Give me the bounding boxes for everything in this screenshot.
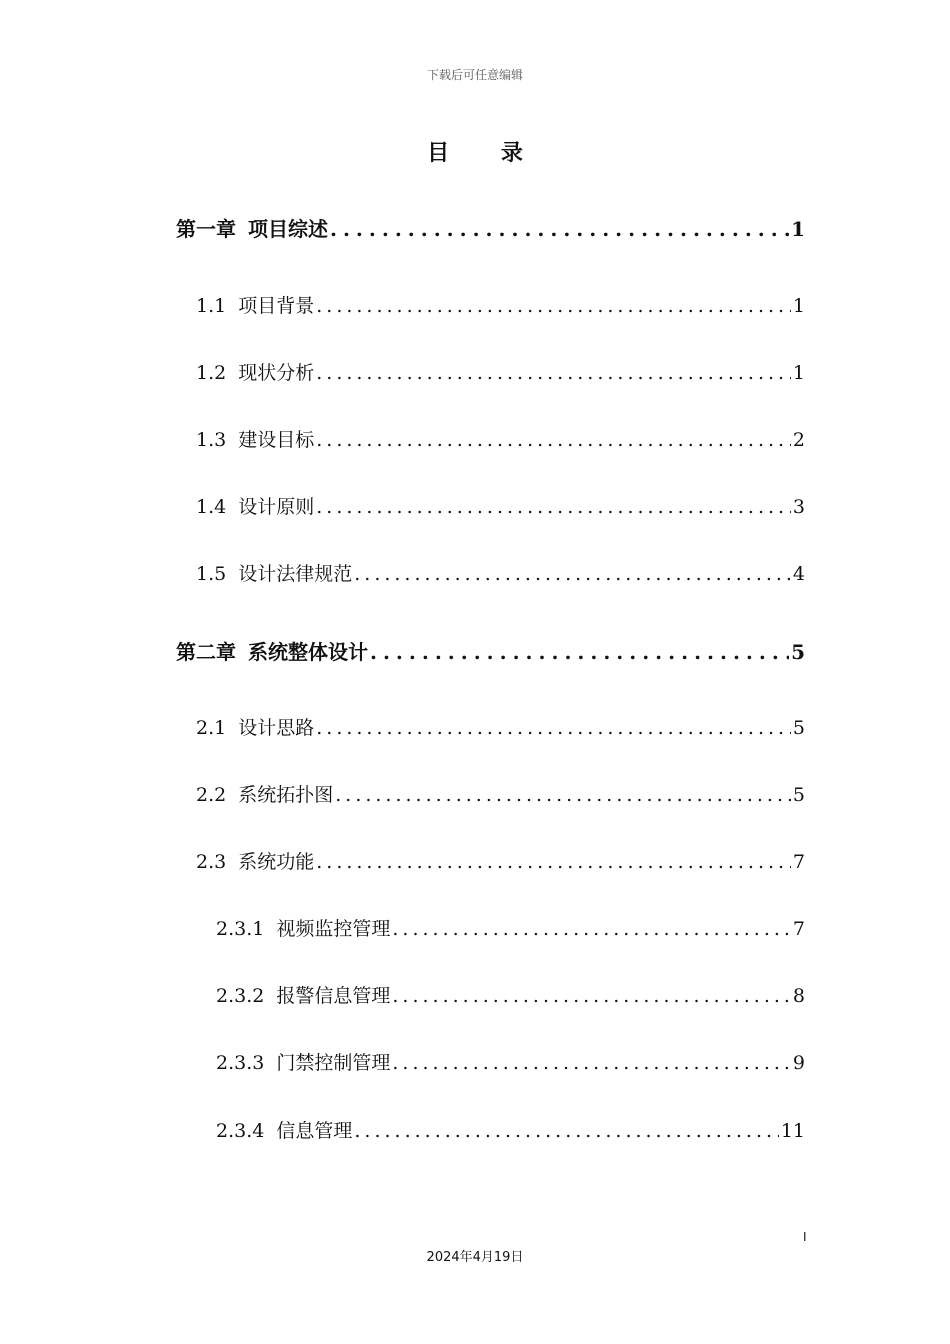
toc-leader <box>316 362 791 384</box>
toc-entry-title: 项目背景 <box>238 295 315 317</box>
toc-entry-1-2[interactable] <box>196 358 805 385</box>
toc-entry-page: 5 <box>792 717 805 739</box>
toc-title: 目 录 <box>427 140 545 166</box>
toc-entry-page: 7 <box>792 851 805 873</box>
toc-entry-title: 建设目标 <box>238 429 315 451</box>
toc-entry-page: 9 <box>792 1052 805 1074</box>
toc-entry-number: 1.5 <box>196 563 227 585</box>
toc-entry-2-2[interactable] <box>196 780 805 807</box>
toc-leader <box>316 717 791 739</box>
toc-leader <box>316 429 791 451</box>
toc-entry-title: 设计原则 <box>238 496 315 518</box>
toc-entry-number: 2.2 <box>196 784 227 806</box>
toc-leader <box>354 1120 778 1142</box>
toc-entry-page: 1 <box>791 217 805 241</box>
toc-entry-number: 2.1 <box>196 717 227 739</box>
toc-entry-page: 1 <box>792 362 805 384</box>
toc-leader <box>392 985 791 1007</box>
toc-entry-number: 第一章 <box>176 217 236 241</box>
toc-entry-page: 5 <box>792 784 805 806</box>
toc-leader <box>335 784 791 806</box>
toc-leader <box>392 1052 791 1074</box>
toc-entry-number: 1.4 <box>196 496 227 518</box>
toc-leader <box>370 640 789 664</box>
toc-entry-title: 现状分析 <box>238 362 315 384</box>
page-header: 下载后可任意编辑 <box>426 68 523 82</box>
toc-entry-2-1[interactable] <box>196 713 805 740</box>
toc-entry-2-3-3[interactable] <box>216 1048 805 1075</box>
toc-entry-number: 2.3.1 <box>216 918 265 940</box>
toc-entry-number: 2.3 <box>196 851 227 873</box>
toc-entry-number: 1.3 <box>196 429 227 451</box>
toc-entry-title: 设计思路 <box>238 717 315 739</box>
toc-entry-number: 1.2 <box>196 362 227 384</box>
toc-entry-2-3-4[interactable] <box>216 1116 805 1143</box>
toc-entry-page: 4 <box>792 563 805 585</box>
toc-entry-title: 系统整体设计 <box>248 640 368 664</box>
toc-entry-chapter-2[interactable] <box>176 636 805 665</box>
page-number: I <box>803 1230 807 1244</box>
toc-entry-1-5[interactable] <box>196 559 805 586</box>
toc-entry-number: 2.3.2 <box>216 985 265 1007</box>
toc-entry-page: 11 <box>780 1120 805 1142</box>
toc-entry-title: 信息管理 <box>276 1120 353 1142</box>
toc-entry-chapter-1[interactable] <box>176 213 805 242</box>
toc-entry-title: 门禁控制管理 <box>276 1052 391 1074</box>
toc-entry-number: 1.1 <box>196 295 227 317</box>
toc-entry-title: 视频监控管理 <box>276 918 391 940</box>
toc-entry-title: 报警信息管理 <box>276 985 391 1007</box>
toc-entry-title: 系统功能 <box>238 851 315 873</box>
toc-entry-number: 2.3.4 <box>216 1120 265 1142</box>
toc-entry-title: 设计法律规范 <box>238 563 353 585</box>
toc-entry-2-3[interactable] <box>196 847 805 874</box>
toc-entry-page: 7 <box>792 918 805 940</box>
toc-entry-page: 1 <box>792 295 805 317</box>
toc-entry-page: 5 <box>791 640 805 664</box>
toc-leader <box>330 217 789 241</box>
toc-entry-number: 第二章 <box>176 640 236 664</box>
toc-entry-2-3-1[interactable] <box>216 914 805 941</box>
toc-entry-page: 3 <box>792 496 805 518</box>
toc-entry-2-3-2[interactable] <box>216 981 805 1008</box>
toc-leader <box>316 496 791 518</box>
toc-leader <box>354 563 791 585</box>
toc-leader <box>392 918 791 940</box>
toc-leader <box>316 295 791 317</box>
toc-entry-title: 系统拓扑图 <box>238 784 334 806</box>
toc-entry-1-1[interactable] <box>196 291 805 318</box>
page-footer-date: 2024年4月19日 <box>426 1250 524 1265</box>
toc-entry-title: 项目综述 <box>248 217 328 241</box>
toc-entry-1-3[interactable] <box>196 425 805 452</box>
toc-entry-page: 8 <box>792 985 805 1007</box>
toc-entry-1-4[interactable] <box>196 492 805 519</box>
toc-entry-number: 2.3.3 <box>216 1052 265 1074</box>
toc-entry-page: 2 <box>792 429 805 451</box>
toc-leader <box>316 851 791 873</box>
